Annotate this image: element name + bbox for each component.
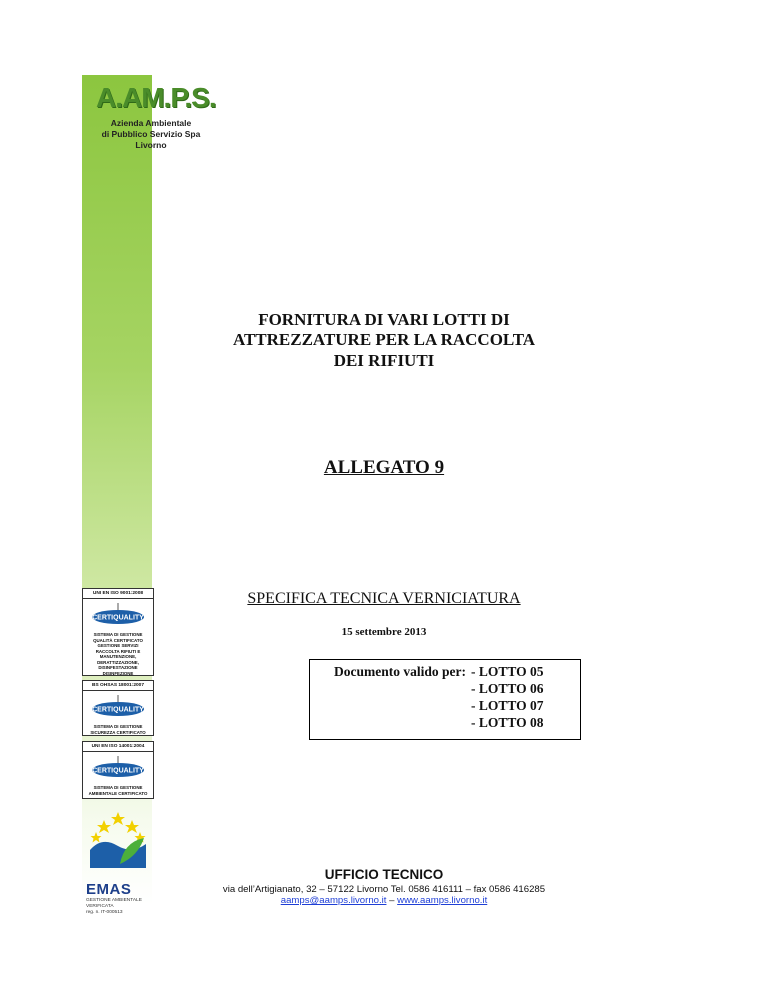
office-address: via dell’Artigianato, 32 – 57122 Livorno Tel. 0586 416111 – fax 0586 416285 — [222, 884, 546, 895]
cert-desc-line: AMBIENTALE CERTIFICATO — [88, 790, 148, 796]
cert-desc-line: MANUTENZIONE, — [99, 654, 137, 659]
cert-description — [83, 632, 153, 679]
office-name: UFFICIO TECNICO — [324, 867, 444, 882]
lot-item: - LOTTO 05 — [471, 664, 544, 679]
emas-stars-icon — [82, 806, 154, 876]
document-title — [200, 310, 568, 371]
email-link[interactable]: aamps@aamps.livorno.it — [280, 895, 387, 906]
certiquality-logo — [83, 752, 153, 785]
cert-desc-line: DERATTIZZAZIONE, — [97, 659, 139, 665]
logo-subtitle-line: Livorno — [135, 140, 167, 151]
cert-ohsas-18001-badge — [82, 680, 154, 736]
cert-desc-line: GESTIONE SERVIZI — [97, 643, 139, 648]
website-link[interactable]: www.aamps.livorno.it — [397, 895, 488, 906]
title-line: DEI RIFIUTI — [333, 350, 435, 370]
cert-standard: BS OHSAS 18001:2007 — [83, 681, 153, 691]
cert-desc-line: DISINFESTAZIONE — [98, 665, 138, 670]
aamps-logo — [96, 82, 216, 151]
cert-mark-text: CERTIQUALITY — [92, 706, 144, 714]
cert-description — [83, 724, 153, 738]
emas-label: EMAS — [86, 881, 132, 898]
lot-item: - LOTTO 07 — [471, 697, 544, 713]
certiquality-logo — [83, 691, 153, 724]
lot-list — [471, 664, 544, 735]
title-line: FORNITURA DI VARI LOTTI DI — [258, 310, 510, 329]
cert-desc-line: RACCOLTA RIFIUTI E — [95, 648, 141, 654]
logo-title: A.AM.P.S. — [96, 82, 216, 113]
link-separator: – — [389, 895, 395, 906]
cert-mark-text: CERTIQUALITY — [92, 767, 144, 775]
cert-iso-14001-badge — [82, 741, 154, 799]
certiquality-icon — [90, 755, 146, 779]
cert-desc-line: DISINFEZIONE — [102, 670, 134, 676]
validity-box — [309, 659, 581, 740]
cert-desc-line: SISTEMA DI GESTIONE — [93, 785, 143, 790]
footer — [200, 867, 568, 906]
validity-label: Documento valido per: — [334, 664, 466, 679]
document-date: 15 settembre 2013 — [341, 626, 427, 638]
certiquality-icon — [90, 694, 146, 718]
spec-title: SPECIFICA TECNICA VERNICIATURA — [247, 590, 521, 607]
emas-sub-line: VERIFICATA — [86, 903, 114, 909]
title-line: ATTREZZATURE PER LA RACCOLTA — [232, 330, 536, 350]
logo-subtitle — [96, 118, 206, 151]
cert-mark-text: CERTIQUALITY — [92, 614, 144, 622]
footer-links — [200, 895, 568, 906]
cert-standard: UNI EN ISO 9001:2008 — [83, 589, 153, 599]
cert-standard: UNI EN ISO 14001:2004 — [83, 742, 153, 752]
lot-item: - LOTTO 08 — [471, 714, 544, 730]
emas-sub-line: reg. n. IT-000513 — [86, 909, 123, 915]
cert-desc-line: QUALITÀ CERTIFICATO — [93, 637, 143, 643]
cert-desc-line: SICUREZZA CERTIFICATO — [90, 729, 146, 735]
allegato-heading: ALLEGATO 9 — [323, 457, 445, 478]
emas-sub-line: GESTIONE AMBIENTALE — [86, 898, 142, 903]
logo-subtitle-line: di Pubblico Servizio Spa — [101, 129, 201, 140]
cert-description — [83, 785, 153, 799]
cert-desc-line: SISTEMA DI GESTIONE — [93, 632, 143, 637]
certiquality-logo — [83, 599, 153, 632]
logo-subtitle-line: Azienda Ambientale — [110, 118, 192, 128]
lot-item: - LOTTO 06 — [471, 680, 544, 696]
emas-subtext — [86, 898, 154, 915]
emas-logo — [82, 806, 154, 915]
certiquality-icon — [90, 602, 146, 626]
cert-iso-9001-badge — [82, 588, 154, 676]
cert-desc-line: SISTEMA DI GESTIONE — [93, 724, 143, 729]
